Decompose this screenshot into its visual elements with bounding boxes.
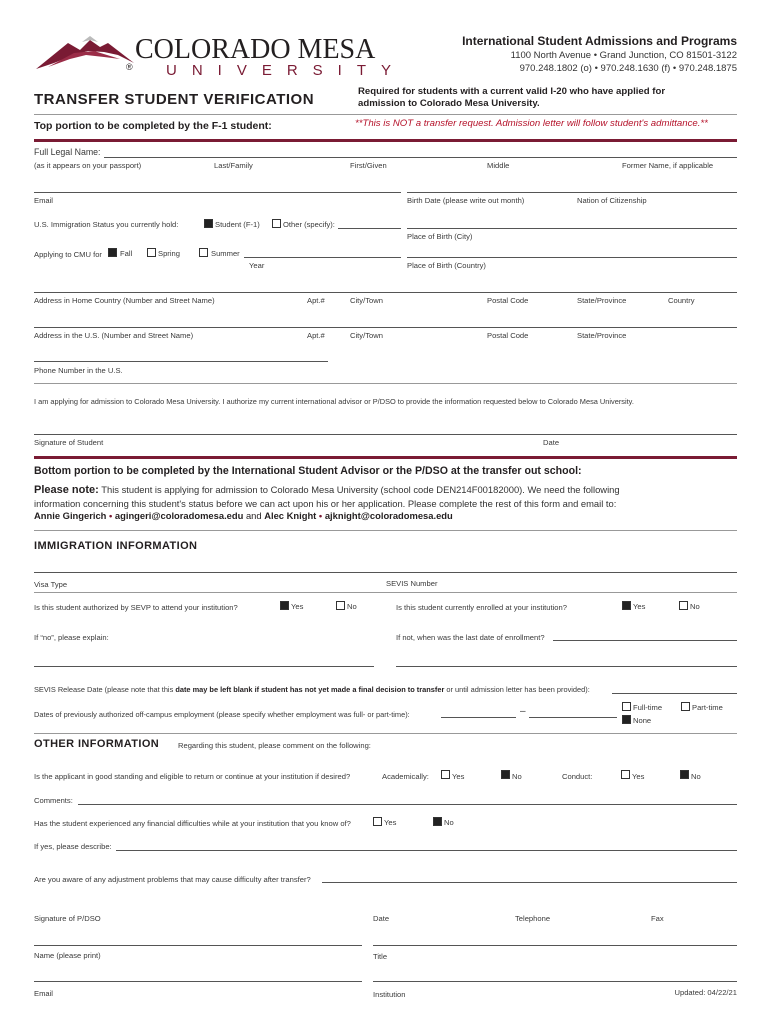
institution-field[interactable]	[373, 981, 737, 982]
logo-university: UNIVERSITY	[166, 62, 407, 79]
full-time-label: Full-time	[633, 703, 663, 712]
adjustment-field[interactable]	[322, 882, 737, 883]
contact-line	[34, 510, 453, 521]
academic-no-label: No	[512, 772, 522, 781]
form-title: TRANSFER STUDENT VERIFICATION	[34, 91, 315, 108]
conduct-yes-checkbox[interactable]	[621, 770, 630, 779]
immigration-status-label: U.S. Immigration Status you currently hold:	[34, 220, 179, 229]
passport-note: (as it appears on your passport)	[34, 161, 142, 170]
authorization-text: I am applying for admission to Colorado Mesa University. I authorize my current international advisor or P/DSO to provide the information requested below to Colorado Mesa University.	[34, 397, 634, 406]
conduct-no-checkbox[interactable]	[680, 770, 689, 779]
nation-label: Nation of Citizenship	[577, 196, 647, 205]
conduct-no-label: No	[691, 772, 701, 781]
sevp-yes-checkbox[interactable]	[280, 601, 289, 610]
birth-date-field[interactable]	[407, 192, 737, 193]
release-post: or until admission letter has been provided):	[444, 685, 590, 694]
student-signature-field[interactable]	[34, 434, 737, 435]
enrolled-question: Is this student currently enrolled at your institution?	[396, 603, 567, 612]
comments-label: Comments:	[34, 796, 73, 805]
sevis-release-field[interactable]	[612, 693, 737, 694]
updated-date: Updated: 04/22/21	[674, 988, 737, 997]
org-phones: 970.248.1802 (o) • 970.248.1630 (f) • 970.248.1875	[519, 63, 737, 74]
pdso-email-label: Email	[34, 989, 53, 998]
title-label: Title	[373, 952, 388, 961]
other-regarding: Regarding this student, please comment on the following:	[178, 741, 371, 750]
top-portion-label: Top portion to be completed by the F-1 student:	[34, 120, 272, 132]
advisor-note	[34, 484, 620, 496]
financial-no-checkbox[interactable]	[433, 817, 442, 826]
fall-checkbox[interactable]	[108, 248, 117, 257]
contact-email-2[interactable]: ajknight@coloradomesa.edu	[324, 510, 453, 521]
name-print-label: Name (please print)	[34, 951, 101, 960]
academic-yes-label: Yes	[452, 772, 465, 781]
home-address-field[interactable]	[34, 292, 737, 293]
sevp-yes-label: Yes	[291, 602, 304, 611]
pdso-fax-label: Fax	[651, 914, 664, 923]
off-campus-dash: –	[520, 706, 526, 717]
other-status-checkbox[interactable]	[272, 219, 281, 228]
contact-1: Annie Gingerich	[34, 510, 107, 521]
release-pre: SEVIS Release Date (please note that this	[34, 685, 176, 694]
pdso-signature-field[interactable]	[34, 945, 362, 946]
note-line-2: information concerning this student's status before we can act upon his or her application. Please complete the rest of this form and email to:	[34, 498, 617, 509]
middle-name-label: Middle	[487, 161, 510, 170]
sevp-question: Is this student authorized by SEVP to attend your institution?	[34, 603, 238, 612]
full-legal-name-field[interactable]	[104, 157, 737, 158]
good-standing-question: Is the applicant in good standing and eligible to return or continue at your institution if desired?	[34, 772, 351, 781]
home-state-label: State/Province	[577, 296, 627, 305]
home-city-label: City/Town	[350, 296, 383, 305]
email-field[interactable]	[34, 192, 401, 193]
home-address-label: Address in Home Country (Number and Street Name)	[34, 296, 215, 305]
other-status-field[interactable]	[338, 228, 401, 229]
note-label: Please note:	[34, 484, 99, 496]
student-f1-checkbox[interactable]	[204, 219, 213, 228]
place-birth-city-field[interactable]	[407, 228, 737, 229]
academic-no-checkbox[interactable]	[501, 770, 510, 779]
first-name-label: First/Given	[350, 161, 387, 170]
org-address: 1100 North Avenue • Grand Junction, CO 81501-3122	[510, 50, 737, 61]
us-city-label: City/Town	[350, 331, 383, 340]
adjustment-question: Are you aware of any adjustment problems that may cause difficulty after transfer?	[34, 875, 311, 884]
financial-yes-checkbox[interactable]	[373, 817, 382, 826]
spring-label: Spring	[158, 249, 180, 258]
contact-and: and	[243, 510, 265, 521]
academically-label: Academically:	[382, 772, 429, 781]
pdso-signature-label: Signature of P/DSO	[34, 914, 101, 923]
conduct-label: Conduct:	[562, 772, 593, 781]
student-signature-label: Signature of Student	[34, 438, 104, 447]
last-enrollment-line-2[interactable]	[396, 666, 737, 667]
sevis-number-label: SEVIS Number	[386, 579, 438, 588]
academic-yes-checkbox[interactable]	[441, 770, 450, 779]
home-apt-label: Apt.#	[307, 296, 325, 305]
home-country-label: Country	[668, 296, 695, 305]
top-divider	[34, 139, 737, 142]
not-transfer-note: **This is NOT a transfer request. Admission letter will follow student's admittance.**	[355, 118, 708, 129]
required-note: Required for students with a current valid I-20 who have applied for admission to Colorado Mesa University.	[358, 86, 666, 109]
summer-label: Summer	[211, 249, 240, 258]
financial-yes-label: Yes	[384, 818, 397, 827]
us-state-label: State/Province	[577, 331, 627, 340]
full-legal-name-label: Full Legal Name:	[34, 147, 101, 157]
visa-type-label: Visa Type	[34, 580, 68, 589]
place-birth-country-label: Place of Birth (Country)	[407, 261, 486, 270]
enrolled-no-checkbox[interactable]	[679, 601, 688, 610]
spring-checkbox[interactable]	[147, 248, 156, 257]
student-f1-label: Student (F-1)	[215, 220, 260, 229]
pdso-date-label: Date	[373, 914, 390, 923]
logo-wordmark: COLORADO MESA	[135, 34, 376, 65]
enrolled-yes-checkbox[interactable]	[622, 601, 631, 610]
other-heading: OTHER INFORMATION	[34, 738, 160, 750]
contact-sep-2: •	[316, 510, 325, 521]
sevp-no-checkbox[interactable]	[336, 601, 345, 610]
contact-sep-1: •	[106, 510, 115, 521]
us-phone-field[interactable]	[34, 361, 328, 362]
home-postal-label: Postal Code	[487, 296, 529, 305]
last-enrollment-field[interactable]	[553, 640, 737, 641]
contact-email-1[interactable]: agingeri@coloradomesa.edu	[114, 510, 244, 521]
former-name-label: Former Name, if applicable	[622, 161, 714, 170]
pdso-title-field[interactable]	[373, 945, 737, 946]
if-no-explain-field[interactable]	[34, 666, 374, 667]
us-apt-label: Apt.#	[307, 331, 325, 340]
summer-checkbox[interactable]	[199, 248, 208, 257]
sevis-release-label	[34, 685, 590, 694]
enrolled-no-label: No	[690, 602, 700, 611]
org-title: International Student Admissions and Programs	[462, 34, 737, 48]
off-campus-end-field[interactable]	[529, 717, 617, 718]
student-date-label: Date	[543, 438, 560, 447]
us-phone-label: Phone Number in the U.S.	[34, 366, 123, 375]
pdso-telephone-label: Telephone	[515, 914, 551, 923]
none-label: None	[633, 716, 652, 725]
last-name-label: Last/Family	[214, 161, 253, 170]
enrolled-yes-label: Yes	[633, 602, 646, 611]
birth-date-label: Birth Date (please write out month)	[407, 196, 525, 205]
place-birth-country-field[interactable]	[407, 257, 737, 258]
place-birth-city-label: Place of Birth (City)	[407, 232, 473, 241]
comments-field[interactable]	[78, 804, 737, 805]
if-no-explain-label: If “no”, please explain:	[34, 633, 109, 642]
if-yes-label: If yes, please describe:	[34, 842, 112, 851]
release-bold: date may be left blank if student has not yet made a final decision to transfer	[175, 685, 445, 694]
none-checkbox[interactable]	[622, 715, 631, 724]
conduct-yes-label: Yes	[632, 772, 645, 781]
name-print-field[interactable]	[34, 981, 362, 982]
mountain-logo-icon	[34, 33, 138, 75]
immigration-heading: IMMIGRATION INFORMATION	[34, 540, 198, 552]
separator-line	[34, 383, 737, 384]
advisor-heading: Bottom portion to be completed by the International Student Advisor or the P/DSO at the transfer out school:	[34, 465, 582, 477]
sevp-no-label: No	[347, 602, 357, 611]
middle-divider	[34, 456, 737, 459]
other-status-label: Other (specify):	[283, 220, 335, 229]
advisor-separator	[34, 530, 737, 531]
contact-2: Alec Knight	[264, 510, 317, 521]
us-address-label: Address in the U.S. (Number and Street Name)	[34, 331, 194, 340]
off-campus-label: Dates of previously authorized off-campus employment (please specify whether employment was full- or part-time):	[34, 710, 410, 719]
immigration-heading-rule	[34, 572, 737, 573]
applying-label: Applying to CMU for	[34, 250, 102, 259]
last-enrollment-label: If not, when was the last date of enrollment?	[396, 633, 545, 642]
logo-reg-mark: ®	[126, 62, 133, 72]
financial-no-label: No	[444, 818, 454, 827]
part-time-label: Part-time	[692, 703, 723, 712]
off-campus-start-field[interactable]	[441, 717, 516, 718]
full-time-checkbox[interactable]	[622, 702, 631, 711]
note-line-1: This student is applying for admission to Colorado Mesa University (school code DEN214F00182000). We need the following	[98, 484, 620, 495]
email-label: Email	[34, 196, 53, 205]
visa-sevis-divider	[34, 592, 737, 593]
us-postal-label: Postal Code	[487, 331, 529, 340]
institution-label: Institution	[373, 990, 406, 999]
part-time-checkbox[interactable]	[681, 702, 690, 711]
title-underline	[34, 114, 737, 115]
financial-question: Has the student experienced any financial difficulties while at your institution that you know of?	[34, 819, 351, 828]
if-yes-field[interactable]	[116, 850, 737, 851]
year-field[interactable]	[244, 257, 401, 258]
us-address-field[interactable]	[34, 327, 737, 328]
fall-label: Fall	[120, 249, 133, 258]
year-label: Year	[249, 261, 265, 270]
immigration-bottom-rule	[34, 733, 737, 734]
